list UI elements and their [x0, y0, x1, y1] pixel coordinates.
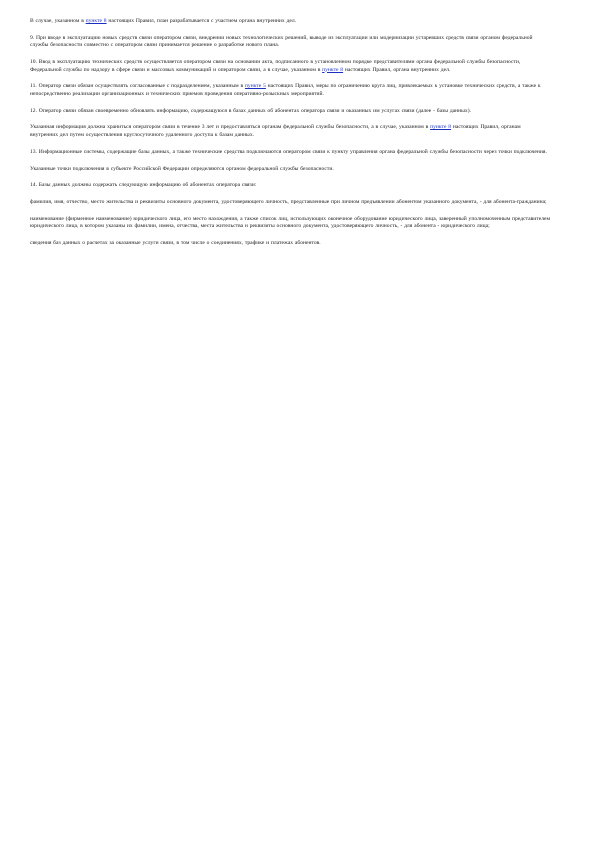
- paragraph-text: наименование (фирменное наименование) юридического лица, его место нахождения, а также список лиц, использующих оконечное оборудование юридического лица, заверенный уполномоченным представителем юридического лица, в котором указаны их фамилии, имена, отчества, места жительства и реквизиты основного документа, удостоверяющего личность, - для абонента - юридического лица;: [30, 215, 551, 230]
- paragraph-4: [30, 83, 550, 98]
- paragraph-text: 12. Оператор связи обязан своевременно обновлять информацию, содержащуюся в базах данных об абонентах оператора связи и оказанных им услугах связи (далее - базы данных).: [30, 107, 471, 114]
- paragraph-text: настоящих Правил, органа внутренних дел.: [343, 66, 451, 73]
- paragraph-text: настоящих Правил, меры по ограничению круга лиц, привлекаемых к установке технических средств, а также к непосредственно реализации организационных и технических приемов проведения оперативно-розыскных мероприятий.: [30, 83, 541, 97]
- paragraph-8: [30, 166, 550, 174]
- paragraph-9: [30, 182, 550, 190]
- paragraph-11: [30, 216, 550, 231]
- paragraph-12: [30, 240, 550, 248]
- reference-link[interactable]: пункте 8: [430, 124, 452, 131]
- paragraph-text: фамилия, имя, отчество, место жительства и реквизиты основного документа, удостоверяющего личность, представленные при личном предъявлении абонентом указанного документа, - для абонента-гражданина;: [30, 199, 547, 206]
- paragraph-5: [30, 108, 550, 116]
- paragraph-text: 13. Информационные системы, содержащие базы данных, а также технические средства подключаются оператором связи к пункту управления органа федеральной службы безопасности через точки подключения.: [30, 148, 547, 155]
- reference-link[interactable]: пункте 5: [244, 83, 266, 90]
- paragraph-3: [30, 59, 550, 74]
- paragraph-text: настоящих Правил, органам внутренних дел путем осуществления круглосуточного удаленного доступа к базам данных.: [30, 124, 521, 138]
- paragraph-text: 10. Ввод в эксплуатацию технических средств осуществляется оператором связи на основании акта, подписанного в установленном порядке представителями органа федеральной службы безопасности, Федеральной службы по надзору в сфере связи и массовых коммуникаций и оператором связи, а в случае, указанном в: [30, 59, 521, 73]
- paragraph-text: 14. Базы данных должны содержать следующую информацию об абонентах оператора связи:: [30, 182, 257, 189]
- document-page: [30, 18, 550, 257]
- paragraph-2: [30, 35, 550, 50]
- paragraph-text: настоящих Правил, план разрабатывается с участием органа внутренних дел.: [106, 18, 297, 24]
- paragraph-7: [30, 149, 550, 157]
- paragraph-text: 11. Оператор связи обязан осуществлять согласованные с подразделением, указанным в: [30, 83, 245, 90]
- paragraph-text: Указанная информация должна храниться оператором связи в течение 3 лет и предоставляться органам федеральной службы безопасности, а в случае, указанном в: [30, 124, 431, 131]
- paragraph-text: Указанные точки подключения в субъекте Российской Федерации определяются органом федеральной службы безопасности.: [30, 165, 334, 172]
- reference-link[interactable]: пункте 8: [322, 66, 344, 73]
- paragraph-text: В случае, указанном в: [30, 18, 86, 24]
- paragraph-1: [30, 18, 550, 26]
- paragraph-text: сведения баз данных о расчетах за оказанные услуги связи, в том числе о соединениях, трафике и платежах абонентов.: [30, 240, 321, 247]
- reference-link[interactable]: пункте 8: [85, 18, 107, 24]
- paragraph-text: 9. При вводе в эксплуатацию новых средств связи оператором связи, внедрении новых технологических решений, выводе из эксплуатации или модернизации устаревших средств связи органом федеральной службы безопасности совместно с оператором связи принимается решение о разработке нового плана.: [30, 34, 533, 49]
- paragraph-6: [30, 124, 550, 139]
- paragraph-10: [30, 199, 550, 207]
